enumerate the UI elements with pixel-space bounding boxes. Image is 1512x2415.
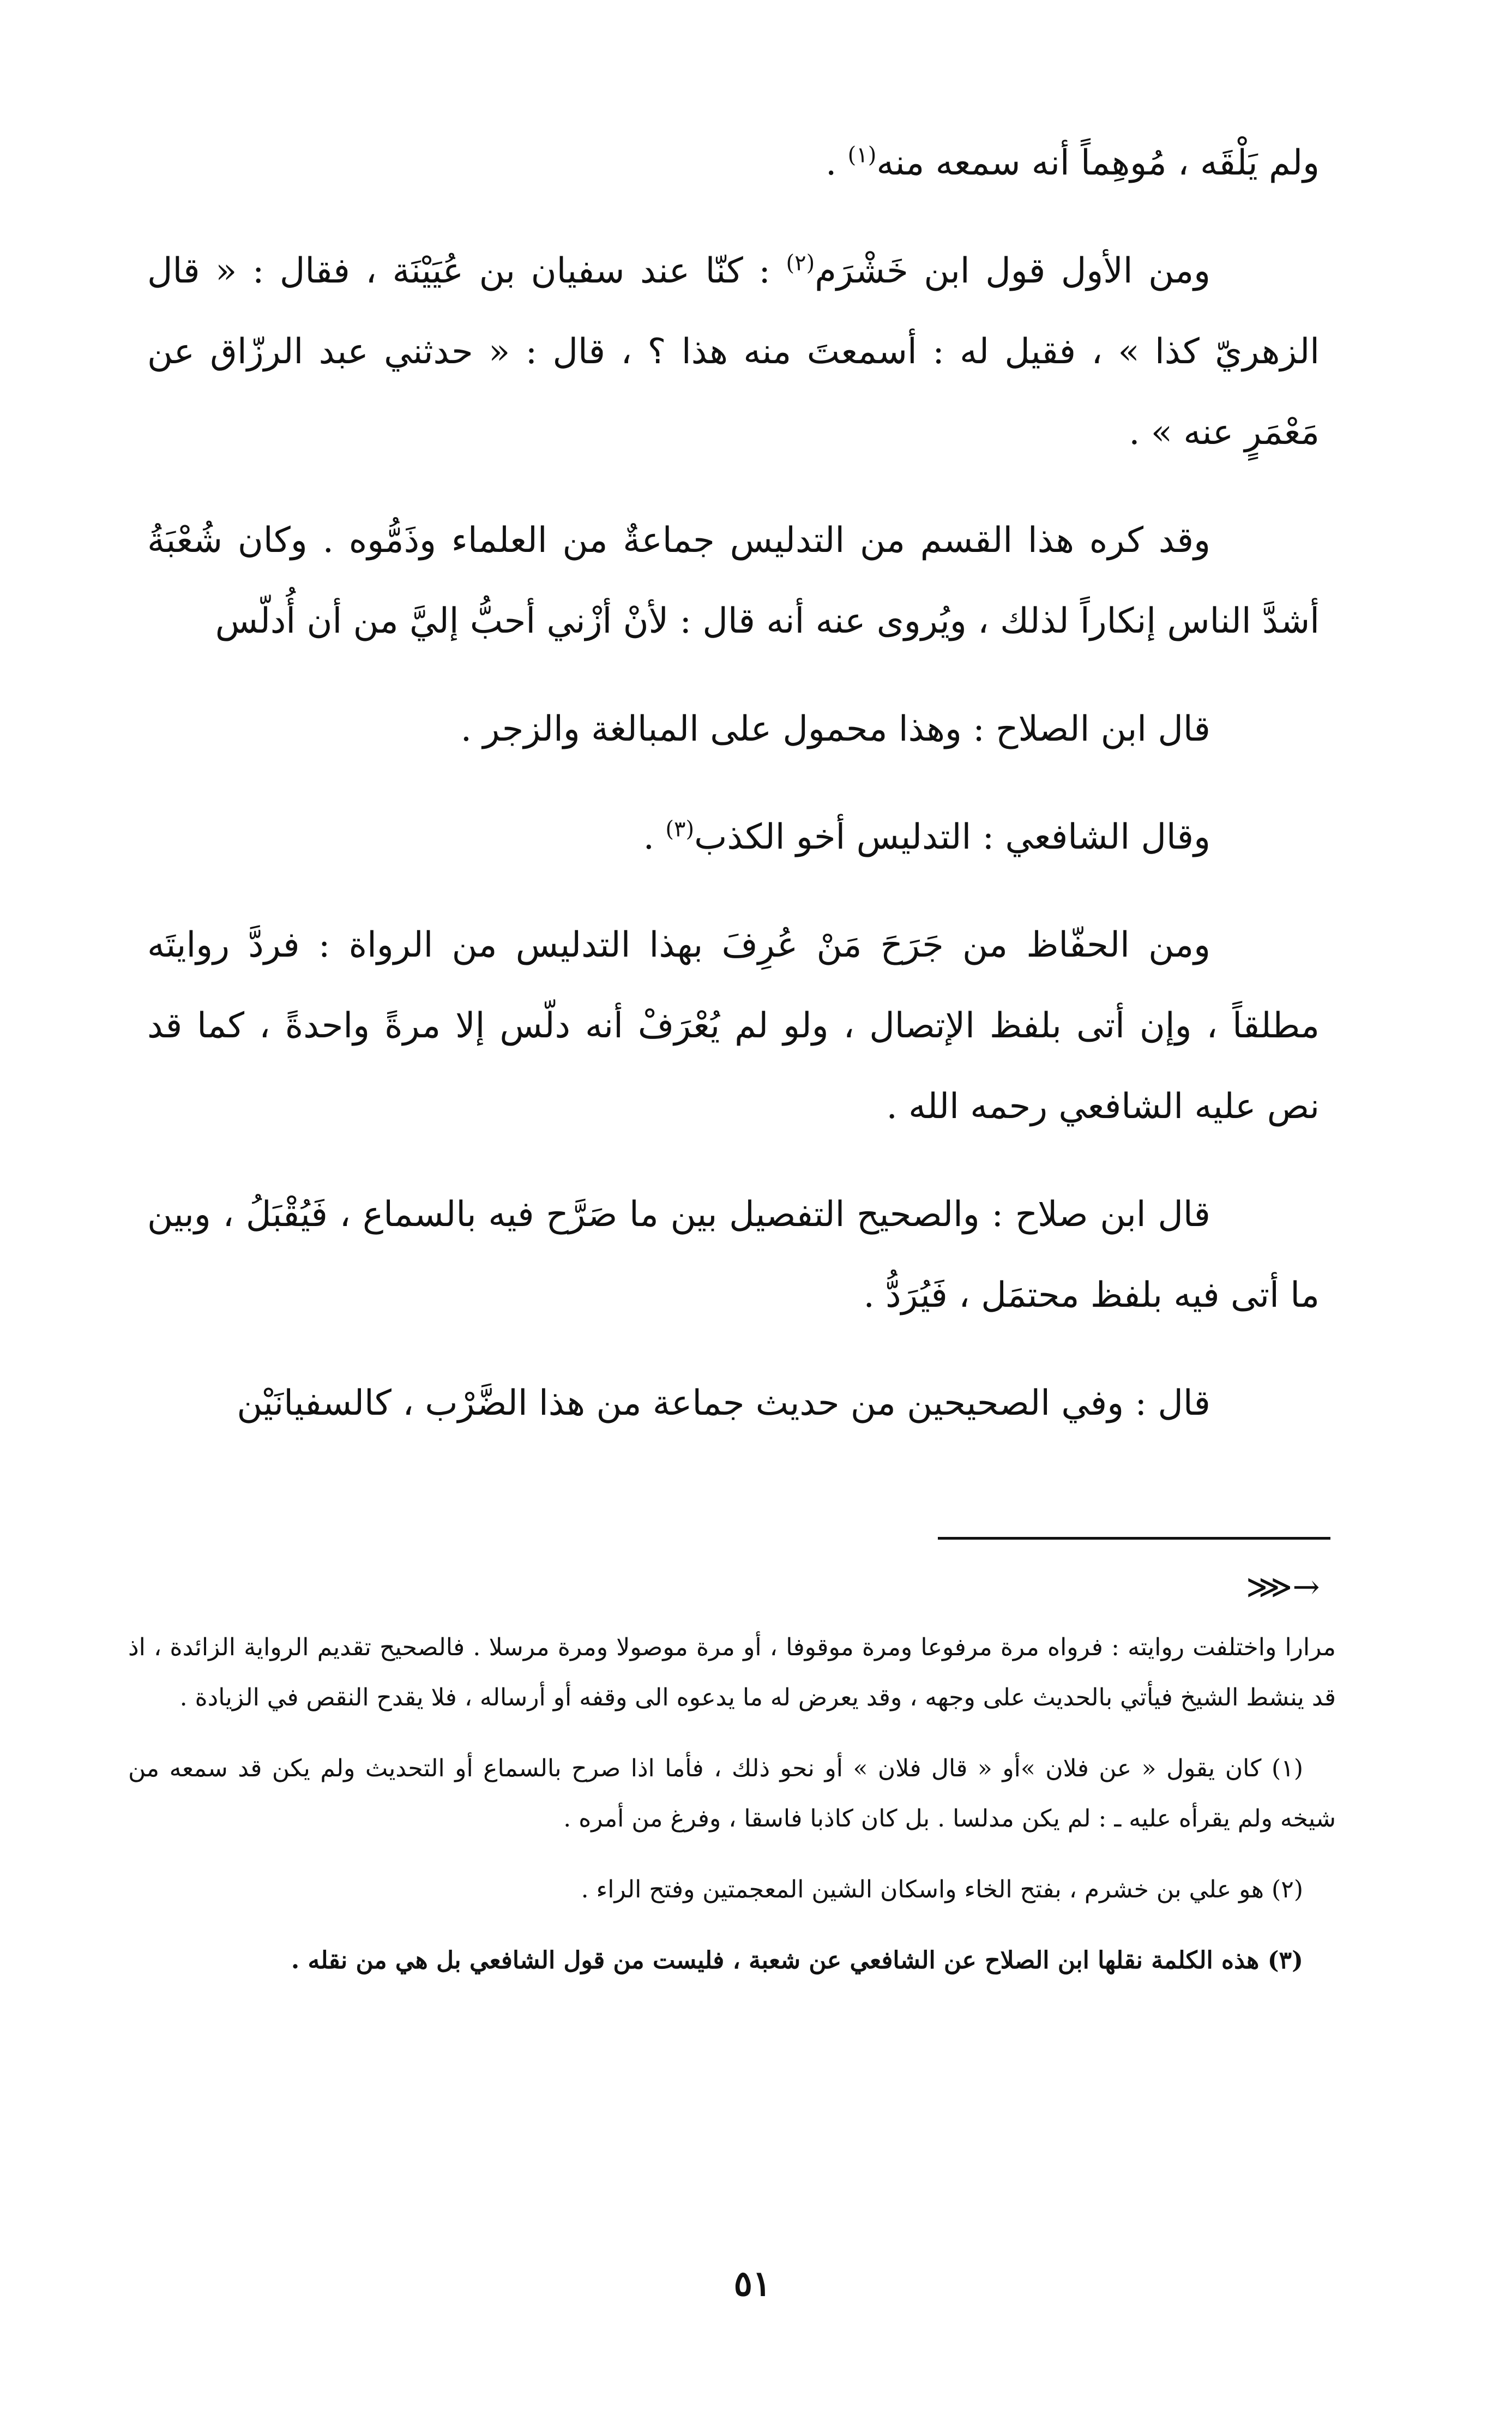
main-text-body xyxy=(147,123,1320,1471)
paragraph-2: ومن الأول قول ابن خَشْرَم$^{(٢)}$ : كنّا عند سفيان بن عُيَيْنَة ، فقال : « قال الزهريّ كذا » ، فقيل له : أسمعتَ منه هذا ؟ ، قال : « حدثني عبد الرزّاق عن مَعْمَرٍ عنه » . xyxy=(147,250,1320,453)
footnote-1: (١) كان يقول « عن فلان »أو « قال فلان » أو نحو ذلك ، فأما اذا صرح بالسماع أو التحديث ولم يكن قد سمعه من شيخه ولم يقرأه عليه ـ : لم يكن مدلسا . بل كان كاذبا فاسقا ، وفرغ من أمره . xyxy=(128,1755,1336,1833)
footnote-separator-line xyxy=(938,1537,1330,1540)
paragraph-5: وقال الشافعي : التدليس أخو الكذب$^{(٣)}$ . xyxy=(643,816,1210,857)
paragraph-6: ومن الحفّاظ من جَرَحَ مَنْ عُرِفَ بهذا التدليس من الرواة : فردَّ روايتَه مطلقاً ، وإن أتى بلفظ الإتصال ، ولو لم يُعْرَفْ أنه دلّس إلا مرةً واحدةً ، كما قد نص عليه الشافعي رحمه الله . xyxy=(147,925,1320,1127)
paragraph-8: قال : وفي الصحيحين من حديث جماعة من هذا الضَّرْب ، كالسفيانَيْن xyxy=(237,1383,1210,1423)
page-number: ٥١ xyxy=(733,2263,772,2304)
footnote-ref-3: (٣) xyxy=(665,816,695,842)
footnotes-section xyxy=(128,1623,1336,2007)
paragraph-4: قال ابن الصلاح : وهذا محمول على المبالغة والزجر . xyxy=(460,709,1210,749)
paragraph-1: ولم يَلْقَه ، مُوهِماً أنه سمعه منه$^{(١)}$ . xyxy=(825,142,1320,183)
footnote-continuation: مرارا واختلفت روايته : فرواه مرة مرفوعا ومرة موقوفا ، أو مرة موصولا ومرة مرسلا . فالصحيح تقديم الرواية الزائدة ، اذ قد ينشط الشيخ فيأتي بالحديث على وجهه ، وقد يعرض له ما يدعوه الى وقفه أو أرساله ، فلا يقدح النقص في الزيادة . xyxy=(128,1633,1336,1711)
paragraph-3: وقد كره هذا القسم من التدليس جماعةٌ من العلماء وذَمُّوه . وكان شُعْبَةُ أشدَّ الناس إنكاراً لذلك ، ويُروى عنه أنه قال : لأنْ أزْني أحبُّ إليَّ من أن أُدلّس xyxy=(147,520,1320,641)
footnote-2: (٢) هو علي بن خشرم ، بفتح الخاء واسكان الشين المعجمتين وفتح الراء . xyxy=(581,1876,1303,1903)
continuation-arrow-icon: ⋙→ xyxy=(1246,1568,1320,1606)
footnote-ref-1: (١) xyxy=(847,142,877,168)
footnote-3: (٣) هذه الكلمة نقلها ابن الصلاح عن الشافعي عن شعبة ، فليست من قول الشافعي بل هي من نقله . xyxy=(291,1947,1303,1974)
paragraph-7: قال ابن صلاح : والصحيح التفصيل بين ما صَرَّح فيه بالسماع ، فَيُقْبَلُ ، وبين ما أتى فيه بلفظ محتمَل ، فَيُرَدُّ . xyxy=(147,1194,1320,1315)
footnote-ref-2: (٢) xyxy=(786,250,815,276)
